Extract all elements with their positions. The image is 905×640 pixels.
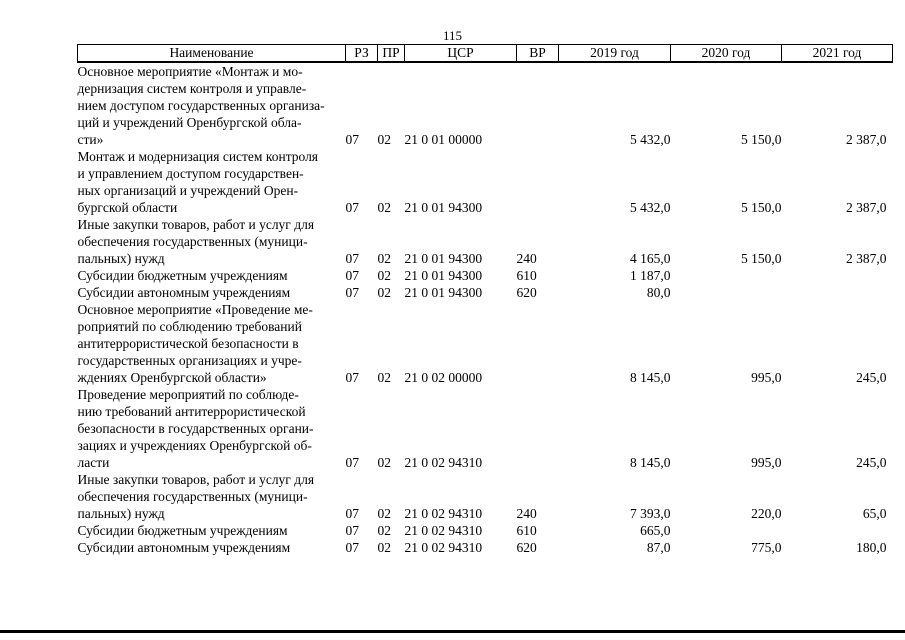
row-vr: 240 — [516, 251, 537, 266]
header-rz: РЗ — [346, 45, 378, 63]
row-pr: 02 — [377, 268, 391, 283]
row-name — [78, 284, 346, 301]
row-name-text: Субсидии автономным учреждениям — [77, 540, 291, 555]
row-2021 — [782, 284, 893, 301]
row-2019: 80,0 — [646, 285, 671, 300]
header-name: Наименование — [78, 45, 346, 63]
row-name — [78, 148, 346, 216]
row-csr: 21 0 02 94310 — [404, 540, 483, 555]
table-row — [78, 539, 893, 556]
row-name-text: Субсидии бюджетным учреждениям — [77, 268, 288, 283]
row-vr — [517, 301, 559, 386]
row-2019: 665,0 — [640, 523, 671, 538]
table-row — [78, 522, 893, 539]
row-csr: 21 0 01 94300 — [404, 200, 483, 215]
row-rz: 07 — [345, 455, 359, 470]
row-name-text: Иные закупки товаров, работ и услуг для обеспечения государственных (муници- пальных) нужд — [77, 472, 315, 521]
row-rz: 07 — [345, 540, 359, 555]
row-csr: 21 0 02 00000 — [404, 370, 483, 385]
row-name-text: Субсидии бюджетным учреждениям — [77, 523, 288, 538]
row-pr: 02 — [377, 455, 391, 470]
row-csr: 21 0 01 00000 — [404, 132, 483, 147]
row-vr: 610 — [516, 523, 537, 538]
table-row — [78, 386, 893, 471]
row-name — [78, 267, 346, 284]
table-row — [78, 216, 893, 267]
table-header — [78, 45, 893, 63]
row-vr — [517, 148, 559, 216]
row-pr: 02 — [377, 506, 391, 521]
row-rz: 07 — [345, 251, 359, 266]
row-2020: 5 150,0 — [741, 132, 782, 147]
table-row — [78, 301, 893, 386]
row-name — [78, 62, 346, 148]
page-number: 115 — [442, 28, 463, 43]
table-row — [78, 267, 893, 284]
row-2020: 5 150,0 — [741, 200, 782, 215]
row-2020: 220,0 — [751, 506, 782, 521]
row-pr: 02 — [377, 370, 391, 385]
row-name — [78, 216, 346, 267]
row-2020: 775,0 — [751, 540, 782, 555]
row-csr: 21 0 02 94310 — [404, 455, 483, 470]
table-body — [78, 62, 893, 556]
header-csr: ЦСР — [405, 45, 517, 63]
row-2021: 245,0 — [856, 455, 887, 470]
row-2020: 995,0 — [751, 455, 782, 470]
row-vr: 620 — [516, 285, 537, 300]
row-2021: 245,0 — [856, 370, 887, 385]
row-name — [78, 522, 346, 539]
row-vr: 620 — [516, 540, 537, 555]
row-csr: 21 0 02 94310 — [404, 523, 483, 538]
row-csr: 21 0 01 94300 — [404, 251, 483, 266]
row-2020 — [671, 284, 782, 301]
table-row — [78, 62, 893, 148]
row-2021: 180,0 — [856, 540, 887, 555]
row-pr: 02 — [377, 200, 391, 215]
row-name-text: Основное мероприятие «Проведение ме- роприятий по соблюдению требований антитеррористической безопасности в государственных организациях и учре- ждениях Оренбургской области» — [77, 302, 313, 385]
row-rz: 07 — [345, 370, 359, 385]
row-2019: 8 145,0 — [630, 455, 671, 470]
row-2019: 5 432,0 — [630, 200, 671, 215]
row-vr: 610 — [516, 268, 537, 283]
header-2019: 2019 год — [559, 45, 671, 63]
row-2019: 8 145,0 — [630, 370, 671, 385]
budget-table — [77, 44, 893, 556]
row-2019: 7 393,0 — [630, 506, 671, 521]
row-2019: 4 165,0 — [630, 251, 671, 266]
bottom-divider — [0, 630, 905, 633]
row-2021 — [782, 267, 893, 284]
row-name — [78, 301, 346, 386]
row-rz: 07 — [345, 200, 359, 215]
table-row — [78, 284, 893, 301]
row-rz: 07 — [345, 506, 359, 521]
row-name — [78, 471, 346, 522]
row-2020 — [671, 522, 782, 539]
row-2021: 2 387,0 — [846, 132, 887, 147]
row-2020 — [671, 267, 782, 284]
header-2021: 2021 год — [782, 45, 893, 63]
row-pr: 02 — [377, 540, 391, 555]
row-rz: 07 — [345, 523, 359, 538]
row-name — [78, 386, 346, 471]
row-vr — [517, 386, 559, 471]
row-2019: 5 432,0 — [630, 132, 671, 147]
row-2021: 65,0 — [862, 506, 887, 521]
row-pr: 02 — [377, 523, 391, 538]
row-pr: 02 — [377, 251, 391, 266]
row-2019: 87,0 — [646, 540, 671, 555]
header-pr: ПР — [378, 45, 405, 63]
row-2021: 2 387,0 — [846, 251, 887, 266]
row-2020: 995,0 — [751, 370, 782, 385]
header-2020: 2020 год — [671, 45, 782, 63]
table-row — [78, 148, 893, 216]
row-csr: 21 0 01 94300 — [404, 285, 483, 300]
row-rz: 07 — [345, 268, 359, 283]
row-pr: 02 — [377, 132, 391, 147]
row-2021: 2 387,0 — [846, 200, 887, 215]
header-vr: ВР — [517, 45, 559, 63]
row-name-text: Монтаж и модернизация систем контроля и управлением доступом государствен- ных организаций и учреждений Орен- бургской области — [77, 149, 319, 215]
row-name-text: Субсидии автономным учреждениям — [77, 285, 291, 300]
row-2019: 1 187,0 — [630, 268, 671, 283]
row-csr: 21 0 01 94300 — [404, 268, 483, 283]
row-2020: 5 150,0 — [741, 251, 782, 266]
row-rz: 07 — [345, 132, 359, 147]
row-vr — [517, 62, 559, 148]
table-row — [78, 471, 893, 522]
row-vr: 240 — [516, 506, 537, 521]
row-name — [78, 539, 346, 556]
row-2021 — [782, 522, 893, 539]
row-name-text: Иные закупки товаров, работ и услуг для обеспечения государственных (муници- пальных) нужд — [77, 217, 315, 266]
row-rz: 07 — [345, 285, 359, 300]
row-pr: 02 — [377, 285, 391, 300]
row-name-text: Проведение мероприятий по соблюде- нию требований антитеррористической безопасности в государственных органи- зациях и учреждениях Оренбургской об- ласти — [77, 387, 314, 470]
row-name-text: Основное мероприятие «Монтаж и мо- дернизация систем контроля и управле- нием доступом государственных организа- ций и учреждений Оренбургской обла- сти» — [77, 64, 325, 147]
row-csr: 21 0 02 94310 — [404, 506, 483, 521]
